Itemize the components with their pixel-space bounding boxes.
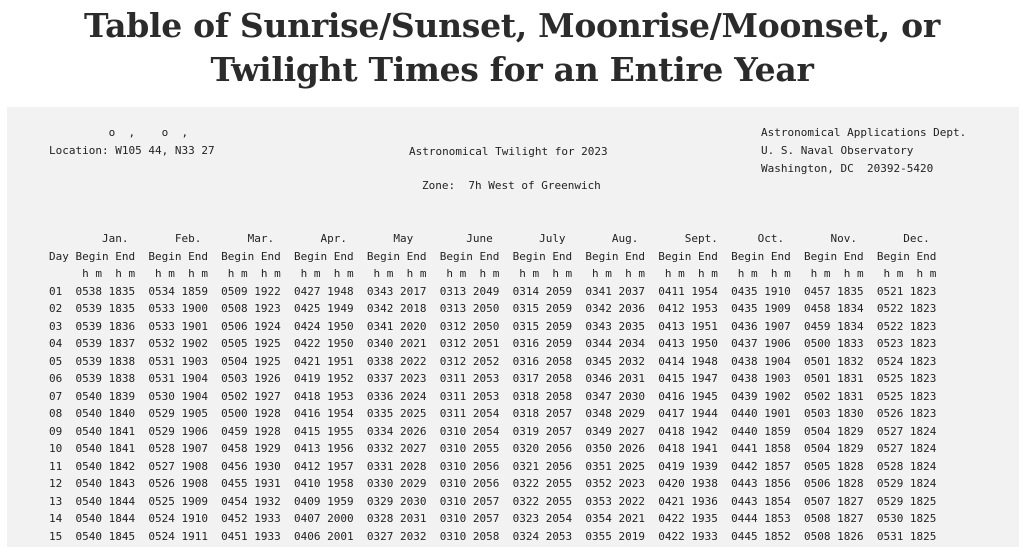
table-row: 03 0539 1836 0533 1901 0506 1924 0424 1950 0341 2020 0312 2050 0315 2059 0343 2035 0413 1951 0436 1907 0459 1834 0522 1823 <box>49 319 937 333</box>
zone-label: Zone: 7h West of Greenwich <box>422 179 601 192</box>
table-row: 12 0540 1843 0526 1908 0455 1931 0410 1958 0330 2029 0310 2056 0322 2055 0352 2023 0420 1938 0443 1856 0506 1828 0529 1824 <box>49 477 937 490</box>
table-body <box>49 283 936 546</box>
table-row: 15 0540 1845 0524 1911 0451 1933 0406 2001 0327 2032 0310 2058 0324 2053 0355 2019 0422 1933 0445 1852 0508 1826 0531 1825 <box>49 529 937 543</box>
page-title <box>0 4 1024 92</box>
org-line-3: Washington, DC 20392-5420 <box>761 162 934 175</box>
org-line-1: Astronomical Applications Dept. <box>761 126 967 139</box>
table-row: 07 0540 1839 0530 1904 0502 1927 0418 1953 0336 2024 0311 2053 0318 2058 0347 2030 0416 1945 0439 1902 0502 1831 0525 1823 <box>49 389 937 403</box>
units-header: h m h m h m h m h m h m h m h m h m h m h m h m h m h m h m h m h m h m h m h m h m h m h m h m <box>49 267 937 280</box>
table-row: 05 0539 1838 0531 1903 0504 1925 0421 1951 0338 2022 0312 2052 0316 2058 0345 2032 0414 1948 0438 1904 0501 1832 0524 1823 <box>49 354 937 368</box>
table-row: 14 0540 1844 0524 1910 0452 1933 0407 2000 0328 2031 0310 2057 0323 2054 0354 2021 0422 1935 0444 1853 0508 1827 0530 1825 <box>49 512 937 525</box>
degree-marks: o , o , <box>49 126 189 139</box>
table-row: 04 0539 1837 0532 1902 0505 1925 0422 1950 0340 2021 0312 2051 0316 2059 0344 2034 0413 1950 0437 1906 0500 1833 0523 1823 <box>49 337 937 350</box>
page-title-line-2: Twilight Times for an Entire Year <box>210 50 814 89</box>
table-row: 06 0539 1838 0531 1904 0503 1926 0419 1952 0337 2023 0311 2053 0317 2058 0346 2031 0415 1947 0438 1903 0501 1831 0525 1823 <box>49 372 937 385</box>
table-row: 02 0539 1835 0533 1900 0508 1923 0425 1949 0342 2018 0313 2050 0315 2059 0342 2036 0412 1953 0435 1909 0458 1834 0522 1823 <box>49 302 937 315</box>
table-title: Astronomical Twilight for 2023 <box>409 145 608 158</box>
table-row: 10 0540 1841 0528 1907 0458 1929 0413 1956 0332 2027 0310 2055 0320 2056 0350 2026 0418 1941 0441 1858 0504 1829 0527 1824 <box>49 442 937 455</box>
table-row: 13 0540 1844 0525 1909 0454 1932 0409 1959 0329 2030 0310 2057 0322 2055 0353 2022 0421 1936 0443 1854 0507 1827 0529 1825 <box>49 494 937 508</box>
begin-end-header: Day Begin End Begin End Begin End Begin End Begin End Begin End Begin End Begin End Begin End Begin End Begin End Begin End <box>49 249 937 263</box>
months-header: Jan. Feb. Mar. Apr. May June July Aug. Sept. Oct. Nov. Dec. <box>49 232 930 245</box>
twilight-table <box>49 230 936 545</box>
table-row: 08 0540 1840 0529 1905 0500 1928 0416 1954 0335 2025 0311 2054 0318 2057 0348 2029 0417 1944 0440 1901 0503 1830 0526 1823 <box>49 407 937 420</box>
org-line-2: U. S. Naval Observatory <box>761 144 914 157</box>
page-title-line-1: Table of Sunrise/Sunset, Moonrise/Moonset, or <box>84 6 940 45</box>
location-label: Location: W105 44, N33 27 <box>49 144 215 157</box>
twilight-table-panel <box>7 107 1019 547</box>
table-row: 09 0540 1841 0529 1906 0459 1928 0415 1955 0334 2026 0310 2054 0319 2057 0349 2027 0418 1942 0440 1859 0504 1829 0527 1824 <box>49 424 937 438</box>
table-row: 01 0538 1835 0534 1859 0509 1922 0427 1948 0343 2017 0313 2049 0314 2059 0341 2037 0411 1954 0435 1910 0457 1835 0521 1823 <box>49 284 937 298</box>
table-row: 11 0540 1842 0527 1908 0456 1930 0412 1957 0331 2028 0310 2056 0321 2056 0351 2025 0419 1939 0442 1857 0505 1828 0528 1824 <box>49 459 937 473</box>
